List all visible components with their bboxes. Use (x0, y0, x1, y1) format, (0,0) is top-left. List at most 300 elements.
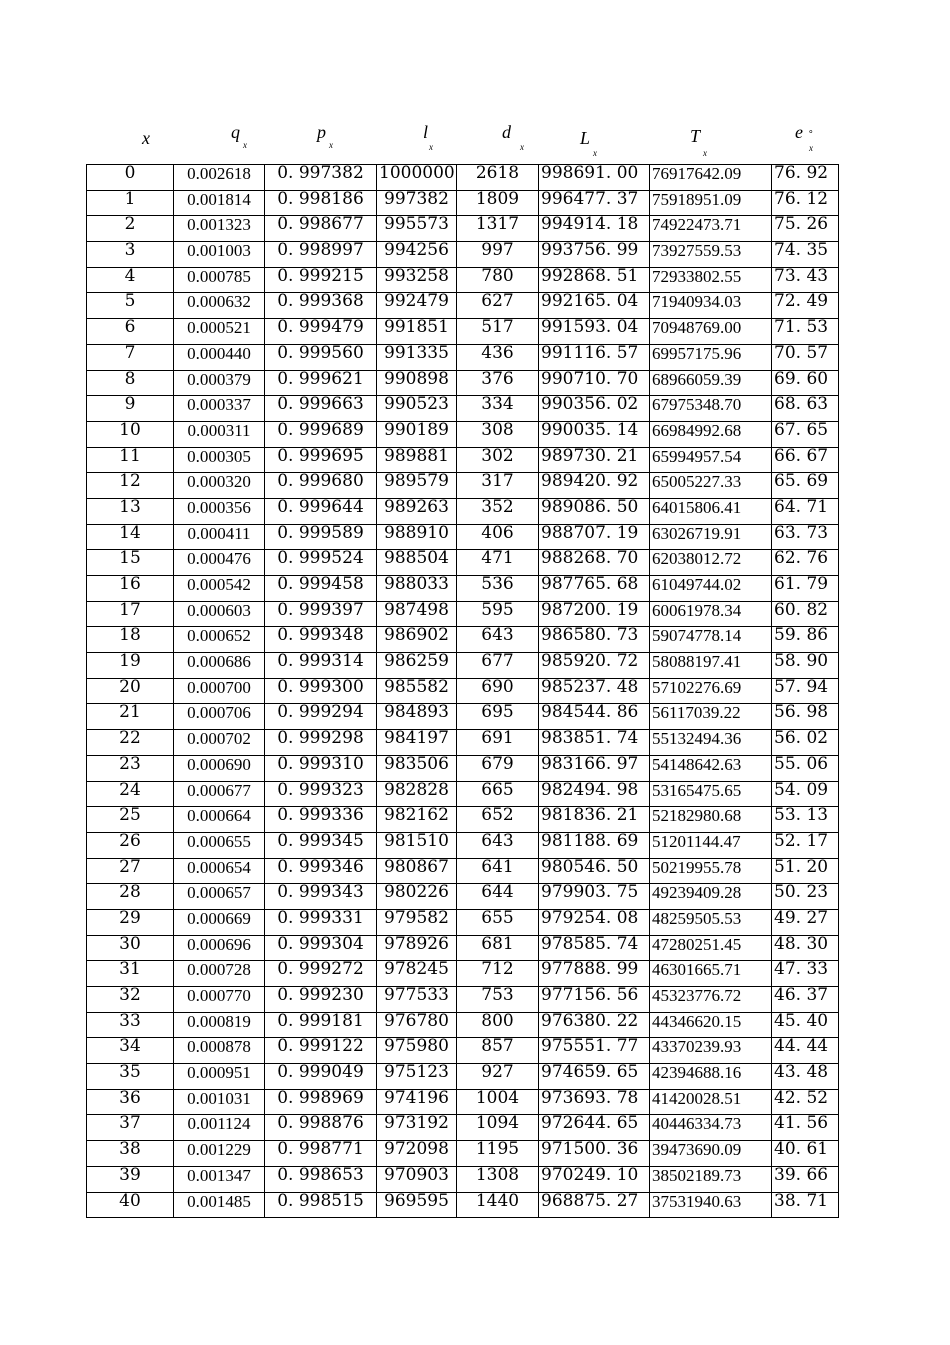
cell-Tx: 75918951.09 (650, 190, 772, 216)
cell-dx: 665 (457, 781, 539, 807)
cell-px: 0. 999310 (265, 755, 377, 781)
table-header (86, 118, 838, 164)
cell-px: 0. 999368 (265, 293, 377, 319)
header-p-subscript: x (329, 140, 333, 150)
cell-ex: 56. 02 (772, 730, 839, 756)
cell-Tx: 38502189.73 (650, 1166, 772, 1192)
cell-age-x: 24 (87, 781, 174, 807)
table-row (87, 1064, 839, 1090)
cell-age-x: 17 (87, 601, 174, 627)
cell-px: 0. 999272 (265, 961, 377, 987)
cell-dx: 436 (457, 344, 539, 370)
cell-Lx: 988707. 19 (539, 524, 650, 550)
cell-Lx: 989086. 50 (539, 498, 650, 524)
cell-qx: 0.000878 (174, 1038, 265, 1064)
cell-px: 0. 999680 (265, 473, 377, 499)
cell-Lx: 975551. 77 (539, 1038, 650, 1064)
cell-ex: 47. 33 (772, 961, 839, 987)
cell-qx: 0.000690 (174, 755, 265, 781)
cell-dx: 644 (457, 884, 539, 910)
cell-qx: 0.000652 (174, 627, 265, 653)
cell-dx: 857 (457, 1038, 539, 1064)
table-row (87, 601, 839, 627)
cell-Tx: 68966059.39 (650, 370, 772, 396)
cell-lx: 978926 (377, 935, 457, 961)
cell-Tx: 44346620.15 (650, 1012, 772, 1038)
cell-Lx: 985237. 48 (539, 678, 650, 704)
cell-qx: 0.001031 (174, 1089, 265, 1115)
cell-lx: 972098 (377, 1141, 457, 1167)
cell-age-x: 39 (87, 1166, 174, 1192)
cell-px: 0. 999181 (265, 1012, 377, 1038)
cell-ex: 54. 09 (772, 781, 839, 807)
cell-Lx: 972644. 65 (539, 1115, 650, 1141)
cell-px: 0. 999589 (265, 524, 377, 550)
cell-px: 0. 999304 (265, 935, 377, 961)
cell-ex: 70. 57 (772, 344, 839, 370)
header-q-subscript: x (243, 140, 247, 150)
cell-dx: 753 (457, 987, 539, 1013)
cell-Lx: 986580. 73 (539, 627, 650, 653)
cell-age-x: 20 (87, 678, 174, 704)
cell-Lx: 980546. 50 (539, 858, 650, 884)
cell-ex: 58. 90 (772, 653, 839, 679)
cell-qx: 0.000440 (174, 344, 265, 370)
cell-Lx: 991116. 57 (539, 344, 650, 370)
cell-Tx: 61049744.02 (650, 576, 772, 602)
cell-Lx: 989730. 21 (539, 447, 650, 473)
table-row (87, 165, 839, 191)
cell-ex: 62. 76 (772, 550, 839, 576)
cell-dx: 627 (457, 293, 539, 319)
cell-Tx: 37531940.63 (650, 1192, 772, 1218)
header-q-symbol: q (231, 122, 240, 142)
cell-Tx: 62038012.72 (650, 550, 772, 576)
table-row (87, 190, 839, 216)
cell-dx: 780 (457, 267, 539, 293)
cell-age-x: 30 (87, 935, 174, 961)
table-row (87, 550, 839, 576)
table-row (87, 755, 839, 781)
cell-age-x: 4 (87, 267, 174, 293)
cell-qx: 0.000686 (174, 653, 265, 679)
header-d-subscript: x (520, 142, 524, 152)
cell-Tx: 73927559.53 (650, 242, 772, 268)
cell-age-x: 2 (87, 216, 174, 242)
cell-age-x: 0 (87, 165, 174, 191)
cell-dx: 1195 (457, 1141, 539, 1167)
cell-lx: 993258 (377, 267, 457, 293)
cell-qx: 0.000542 (174, 576, 265, 602)
cell-px: 0. 998186 (265, 190, 377, 216)
cell-Lx: 998691. 00 (539, 165, 650, 191)
table-row (87, 704, 839, 730)
cell-px: 0. 999663 (265, 396, 377, 422)
cell-qx: 0.000785 (174, 267, 265, 293)
cell-ex: 65. 69 (772, 473, 839, 499)
cell-dx: 655 (457, 909, 539, 935)
cell-ex: 38. 71 (772, 1192, 839, 1218)
cell-Lx: 990035. 14 (539, 421, 650, 447)
cell-qx: 0.000356 (174, 498, 265, 524)
cell-age-x: 3 (87, 242, 174, 268)
cell-qx: 0.000603 (174, 601, 265, 627)
table-row (87, 1141, 839, 1167)
cell-lx: 990189 (377, 421, 457, 447)
cell-ex: 48. 30 (772, 935, 839, 961)
header-x-symbol: x (142, 128, 150, 148)
table-row (87, 858, 839, 884)
cell-px: 0. 999348 (265, 627, 377, 653)
table-row (87, 447, 839, 473)
cell-ex: 41. 56 (772, 1115, 839, 1141)
cell-px: 0. 998997 (265, 242, 377, 268)
cell-Tx: 66984992.68 (650, 421, 772, 447)
cell-dx: 652 (457, 807, 539, 833)
cell-dx: 681 (457, 935, 539, 961)
cell-Tx: 70948769.00 (650, 319, 772, 345)
cell-qx: 0.001124 (174, 1115, 265, 1141)
cell-lx: 976780 (377, 1012, 457, 1038)
table-row (87, 781, 839, 807)
cell-age-x: 6 (87, 319, 174, 345)
cell-Lx: 984544. 86 (539, 704, 650, 730)
cell-age-x: 26 (87, 832, 174, 858)
cell-age-x: 35 (87, 1064, 174, 1090)
cell-age-x: 36 (87, 1089, 174, 1115)
header-p-symbol: p (317, 122, 326, 142)
table-row (87, 832, 839, 858)
cell-lx: 978245 (377, 961, 457, 987)
header-e-circle: ∘ (808, 126, 814, 136)
cell-Tx: 65994957.54 (650, 447, 772, 473)
cell-ex: 49. 27 (772, 909, 839, 935)
cell-px: 0. 999122 (265, 1038, 377, 1064)
table-row (87, 498, 839, 524)
cell-px: 0. 997382 (265, 165, 377, 191)
cell-px: 0. 999343 (265, 884, 377, 910)
cell-age-x: 10 (87, 421, 174, 447)
cell-dx: 317 (457, 473, 539, 499)
table-row (87, 421, 839, 447)
cell-age-x: 1 (87, 190, 174, 216)
header-e-symbol: e (795, 122, 803, 142)
cell-px: 0. 999397 (265, 601, 377, 627)
cell-lx: 989881 (377, 447, 457, 473)
cell-dx: 1308 (457, 1166, 539, 1192)
cell-px: 0. 999314 (265, 653, 377, 679)
cell-Tx: 58088197.41 (650, 653, 772, 679)
cell-age-x: 18 (87, 627, 174, 653)
cell-dx: 997 (457, 242, 539, 268)
cell-dx: 471 (457, 550, 539, 576)
cell-qx: 0.002618 (174, 165, 265, 191)
cell-lx: 984893 (377, 704, 457, 730)
cell-ex: 51. 20 (772, 858, 839, 884)
cell-ex: 61. 79 (772, 576, 839, 602)
cell-lx: 974196 (377, 1089, 457, 1115)
cell-Lx: 989420. 92 (539, 473, 650, 499)
cell-lx: 970903 (377, 1166, 457, 1192)
cell-qx: 0.000632 (174, 293, 265, 319)
cell-ex: 45. 40 (772, 1012, 839, 1038)
cell-Lx: 982494. 98 (539, 781, 650, 807)
cell-dx: 1317 (457, 216, 539, 242)
cell-Lx: 991593. 04 (539, 319, 650, 345)
cell-ex: 64. 71 (772, 498, 839, 524)
cell-dx: 1094 (457, 1115, 539, 1141)
table-row (87, 293, 839, 319)
cell-Lx: 973693. 78 (539, 1089, 650, 1115)
cell-ex: 46. 37 (772, 987, 839, 1013)
cell-dx: 1440 (457, 1192, 539, 1218)
cell-dx: 517 (457, 319, 539, 345)
cell-qx: 0.000305 (174, 447, 265, 473)
cell-lx: 986259 (377, 653, 457, 679)
cell-lx: 973192 (377, 1115, 457, 1141)
cell-qx: 0.001003 (174, 242, 265, 268)
cell-Lx: 983851. 74 (539, 730, 650, 756)
cell-ex: 72. 49 (772, 293, 839, 319)
cell-px: 0. 999346 (265, 858, 377, 884)
cell-ex: 52. 17 (772, 832, 839, 858)
cell-Tx: 74922473.71 (650, 216, 772, 242)
cell-dx: 302 (457, 447, 539, 473)
cell-dx: 1809 (457, 190, 539, 216)
cell-age-x: 32 (87, 987, 174, 1013)
header-l-symbol: l (423, 122, 429, 142)
cell-lx: 991335 (377, 344, 457, 370)
cell-age-x: 29 (87, 909, 174, 935)
cell-age-x: 16 (87, 576, 174, 602)
cell-px: 0. 999345 (265, 832, 377, 858)
cell-age-x: 37 (87, 1115, 174, 1141)
cell-age-x: 22 (87, 730, 174, 756)
cell-age-x: 23 (87, 755, 174, 781)
cell-lx: 979582 (377, 909, 457, 935)
cell-Tx: 48259505.53 (650, 909, 772, 935)
cell-Tx: 46301665.71 (650, 961, 772, 987)
table-row (87, 1166, 839, 1192)
cell-qx: 0.000770 (174, 987, 265, 1013)
cell-ex: 57. 94 (772, 678, 839, 704)
cell-px: 0. 999479 (265, 319, 377, 345)
cell-dx: 595 (457, 601, 539, 627)
cell-Lx: 979903. 75 (539, 884, 650, 910)
cell-qx: 0.001323 (174, 216, 265, 242)
cell-dx: 641 (457, 858, 539, 884)
cell-lx: 982162 (377, 807, 457, 833)
table-row (87, 1192, 839, 1218)
cell-lx: 991851 (377, 319, 457, 345)
cell-ex: 75. 26 (772, 216, 839, 242)
cell-dx: 1004 (457, 1089, 539, 1115)
cell-Lx: 990356. 02 (539, 396, 650, 422)
cell-Tx: 65005227.33 (650, 473, 772, 499)
cell-lx: 980867 (377, 858, 457, 884)
cell-Lx: 988268. 70 (539, 550, 650, 576)
cell-qx: 0.000379 (174, 370, 265, 396)
cell-lx: 982828 (377, 781, 457, 807)
cell-ex: 56. 98 (772, 704, 839, 730)
cell-ex: 67. 65 (772, 421, 839, 447)
cell-dx: 679 (457, 755, 539, 781)
cell-ex: 76. 92 (772, 165, 839, 191)
cell-Tx: 50219955.78 (650, 858, 772, 884)
cell-age-x: 11 (87, 447, 174, 473)
table-row (87, 1089, 839, 1115)
cell-dx: 643 (457, 832, 539, 858)
cell-qx: 0.001485 (174, 1192, 265, 1218)
cell-Lx: 996477. 37 (539, 190, 650, 216)
cell-age-x: 7 (87, 344, 174, 370)
cell-ex: 68. 63 (772, 396, 839, 422)
cell-qx: 0.001347 (174, 1166, 265, 1192)
header-T-subscript: x (703, 148, 707, 158)
cell-px: 0. 998771 (265, 1141, 377, 1167)
cell-lx: 983506 (377, 755, 457, 781)
cell-Lx: 977156. 56 (539, 987, 650, 1013)
cell-ex: 60. 82 (772, 601, 839, 627)
cell-px: 0. 999298 (265, 730, 377, 756)
cell-Lx: 970249. 10 (539, 1166, 650, 1192)
cell-age-x: 9 (87, 396, 174, 422)
cell-ex: 66. 67 (772, 447, 839, 473)
cell-px: 0. 998653 (265, 1166, 377, 1192)
cell-px: 0. 999331 (265, 909, 377, 935)
cell-age-x: 13 (87, 498, 174, 524)
cell-Lx: 977888. 99 (539, 961, 650, 987)
cell-ex: 39. 66 (772, 1166, 839, 1192)
cell-ex: 50. 23 (772, 884, 839, 910)
cell-lx: 988910 (377, 524, 457, 550)
table-row (87, 370, 839, 396)
cell-lx: 977533 (377, 987, 457, 1013)
table-row (87, 987, 839, 1013)
cell-Tx: 59074778.14 (650, 627, 772, 653)
cell-qx: 0.000706 (174, 704, 265, 730)
cell-ex: 43. 48 (772, 1064, 839, 1090)
table-row (87, 909, 839, 935)
cell-age-x: 27 (87, 858, 174, 884)
cell-Tx: 54148642.63 (650, 755, 772, 781)
cell-lx: 975123 (377, 1064, 457, 1090)
cell-qx: 0.000311 (174, 421, 265, 447)
table-row (87, 396, 839, 422)
cell-dx: 352 (457, 498, 539, 524)
cell-ex: 59. 86 (772, 627, 839, 653)
cell-ex: 55. 06 (772, 755, 839, 781)
cell-age-x: 25 (87, 807, 174, 833)
table-row (87, 1012, 839, 1038)
cell-dx: 712 (457, 961, 539, 987)
table-row (87, 319, 839, 345)
cell-Lx: 976380. 22 (539, 1012, 650, 1038)
cell-Tx: 71940934.03 (650, 293, 772, 319)
cell-age-x: 33 (87, 1012, 174, 1038)
cell-qx: 0.000476 (174, 550, 265, 576)
cell-Tx: 41420028.51 (650, 1089, 772, 1115)
cell-qx: 0.000320 (174, 473, 265, 499)
cell-qx: 0.000669 (174, 909, 265, 935)
cell-px: 0. 999049 (265, 1064, 377, 1090)
cell-ex: 53. 13 (772, 807, 839, 833)
cell-Tx: 47280251.45 (650, 935, 772, 961)
cell-dx: 695 (457, 704, 539, 730)
cell-dx: 308 (457, 421, 539, 447)
cell-Lx: 992165. 04 (539, 293, 650, 319)
header-e-subscript: x (809, 143, 813, 153)
cell-px: 0. 998876 (265, 1115, 377, 1141)
cell-qx: 0.000700 (174, 678, 265, 704)
cell-dx: 536 (457, 576, 539, 602)
cell-lx: 986902 (377, 627, 457, 653)
cell-ex: 76. 12 (772, 190, 839, 216)
cell-lx: 969595 (377, 1192, 457, 1218)
cell-lx: 985582 (377, 678, 457, 704)
cell-Lx: 971500. 36 (539, 1141, 650, 1167)
cell-Tx: 67975348.70 (650, 396, 772, 422)
cell-lx: 990898 (377, 370, 457, 396)
cell-px: 0. 999560 (265, 344, 377, 370)
cell-qx: 0.000664 (174, 807, 265, 833)
cell-qx: 0.000657 (174, 884, 265, 910)
cell-Lx: 987765. 68 (539, 576, 650, 602)
cell-lx: 980226 (377, 884, 457, 910)
cell-qx: 0.000337 (174, 396, 265, 422)
cell-dx: 677 (457, 653, 539, 679)
cell-lx: 981510 (377, 832, 457, 858)
header-L-symbol: L (580, 128, 591, 148)
cell-Lx: 983166. 97 (539, 755, 650, 781)
cell-px: 0. 998515 (265, 1192, 377, 1218)
cell-lx: 989579 (377, 473, 457, 499)
cell-dx: 690 (457, 678, 539, 704)
cell-lx: 994256 (377, 242, 457, 268)
header-l-subscript: x (429, 142, 433, 152)
cell-lx: 988033 (377, 576, 457, 602)
cell-dx: 800 (457, 1012, 539, 1038)
cell-qx: 0.000696 (174, 935, 265, 961)
cell-qx: 0.001229 (174, 1141, 265, 1167)
cell-Lx: 981836. 21 (539, 807, 650, 833)
cell-lx: 992479 (377, 293, 457, 319)
cell-dx: 927 (457, 1064, 539, 1090)
cell-lx: 984197 (377, 730, 457, 756)
table-row (87, 576, 839, 602)
cell-px: 0. 999300 (265, 678, 377, 704)
cell-ex: 74. 35 (772, 242, 839, 268)
cell-age-x: 15 (87, 550, 174, 576)
cell-Tx: 53165475.65 (650, 781, 772, 807)
header-T-symbol: T (690, 126, 701, 146)
cell-Lx: 994914. 18 (539, 216, 650, 242)
cell-Tx: 56117039.22 (650, 704, 772, 730)
cell-dx: 2618 (457, 165, 539, 191)
cell-age-x: 38 (87, 1141, 174, 1167)
cell-qx: 0.000411 (174, 524, 265, 550)
cell-lx: 975980 (377, 1038, 457, 1064)
cell-dx: 334 (457, 396, 539, 422)
cell-age-x: 34 (87, 1038, 174, 1064)
cell-dx: 643 (457, 627, 539, 653)
cell-age-x: 14 (87, 524, 174, 550)
cell-dx: 376 (457, 370, 539, 396)
cell-px: 0. 998677 (265, 216, 377, 242)
cell-Lx: 992868. 51 (539, 267, 650, 293)
cell-age-x: 5 (87, 293, 174, 319)
cell-ex: 71. 53 (772, 319, 839, 345)
